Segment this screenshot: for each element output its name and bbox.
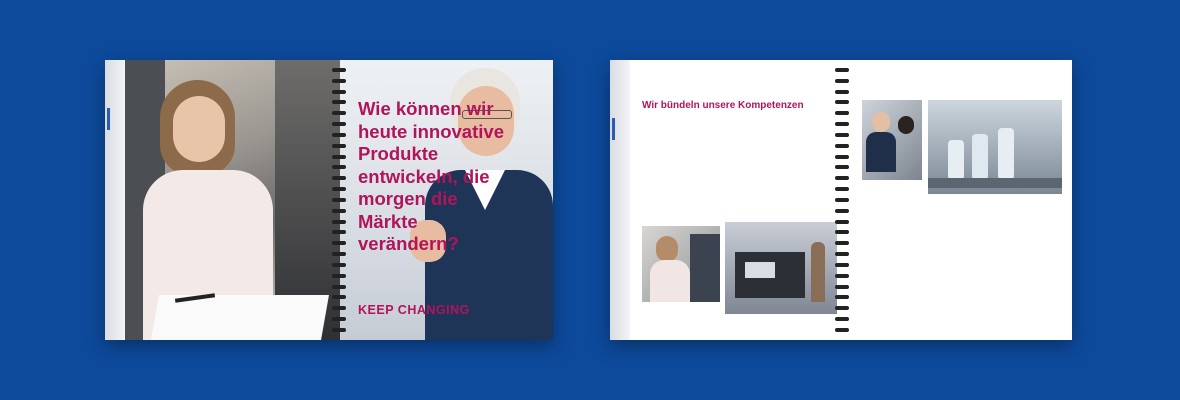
article-page-left: [630, 60, 842, 340]
brochure-spread-right: [610, 60, 1072, 340]
article-title: Wir bündeln unsere Kompetenzen: [642, 100, 804, 111]
spiral-binding: [332, 68, 346, 332]
spiral-binding: [835, 68, 849, 332]
photo-meeting: [862, 100, 922, 180]
register-tab-strip: [610, 60, 630, 340]
claim-keep-changing: KEEP CHANGING: [358, 303, 470, 317]
photo-printing-machine: [725, 222, 837, 314]
register-tab-marker: [107, 108, 110, 130]
register-tab-marker: [612, 118, 615, 140]
photo-woman-listening: [125, 60, 340, 340]
register-tab-strip: [105, 60, 125, 340]
brochure-spread-left: [105, 60, 553, 340]
headline: Wie können wir heute innovative Produkte entwickeln, die morgen die Märkte verändern?: [358, 98, 504, 254]
article-page-right: [842, 60, 1072, 340]
photo-team-discussion: [642, 226, 720, 302]
photo-bottle-line: [928, 100, 1062, 194]
